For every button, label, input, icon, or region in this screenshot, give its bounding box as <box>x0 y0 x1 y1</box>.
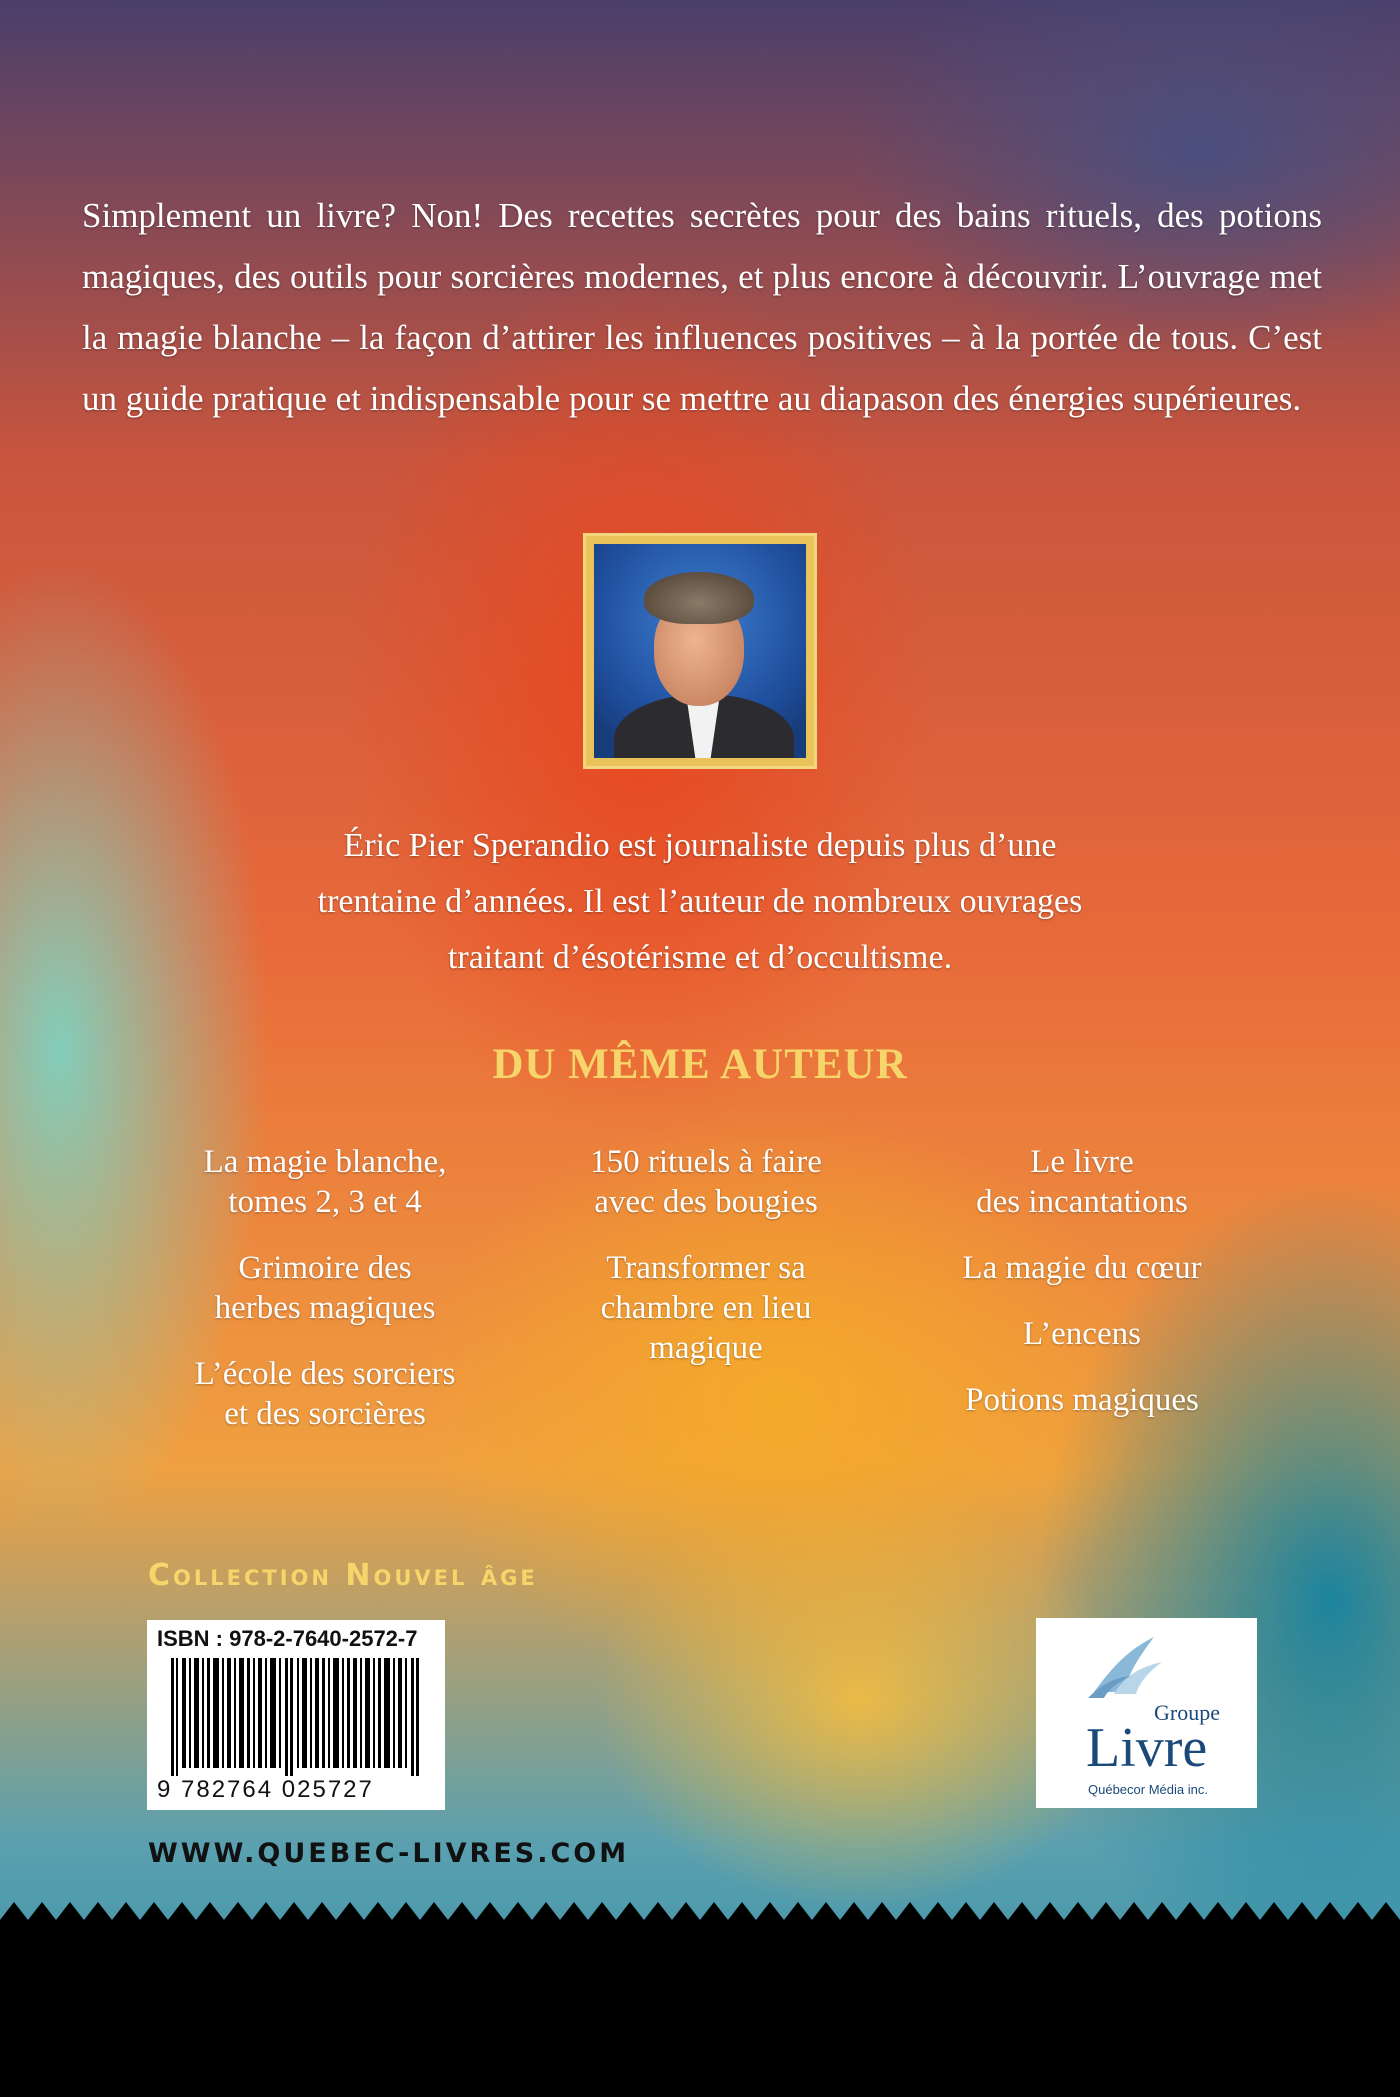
book-title: La magie du cœur <box>962 1250 1202 1286</box>
bio-line: traitant d’ésotérisme et d’occultisme. <box>447 939 953 976</box>
book-title: 150 rituels à faire avec des bougies <box>590 1144 822 1220</box>
publisher-livre: Livre <box>1086 1717 1208 1779</box>
book-title: Grimoire des herbes magiques <box>214 1250 436 1326</box>
same-author-heading: DU MÊME AUTEUR <box>492 1041 908 1088</box>
books-column-3 <box>892 1142 1272 1446</box>
blurb-paragraph: Simplement un livre? Non! Des recettes secrètes pour des bains rituels, des potions magiques, des outils pour sorcières modernes, et plus encore à découvrir. L’ouvrage met la magie blanche – la façon d’attirer les influences positives – à la portée de tous. C’est un guide pratique et indispensable pour se mettre au diapason des énergies supérieures. <box>82 196 1322 418</box>
book-title: Le livre des incantations <box>976 1144 1188 1220</box>
bottom-zigzag-band <box>0 1902 1400 2097</box>
book-title: L’école des sorciers et des sorcières <box>194 1356 456 1432</box>
publisher-groupe: Groupe <box>1154 1700 1220 1725</box>
bio-line: trentaine d’années. Il est l’auteur de nombreux ouvrages <box>317 883 1083 920</box>
book-title: Transformer sa chambre en lieu magique <box>600 1250 812 1366</box>
barcode-digits: 9 782764 025727 <box>157 1776 374 1803</box>
book-title: L’encens <box>1023 1316 1141 1352</box>
book-title: La magie blanche, tomes 2, 3 et 4 <box>203 1144 447 1220</box>
author-bio <box>170 818 1230 986</box>
author-portrait-image <box>594 544 806 758</box>
isbn-barcode-box <box>147 1620 445 1810</box>
bio-line: Éric Pier Sperandio est journaliste depuis plus d’une <box>343 827 1057 864</box>
bird-icon <box>1084 1632 1164 1702</box>
isbn-label: ISBN : 978-2-7640-2572-7 <box>157 1626 418 1651</box>
books-column-2 <box>516 1142 896 1394</box>
barcode-icon <box>157 1658 435 1776</box>
book-title: Potions magiques <box>965 1382 1199 1418</box>
website-url: WWW.QUEBEC-LIVRES.COM <box>148 1838 630 1869</box>
books-column-1 <box>135 1142 515 1460</box>
publisher-sub: Québecor Média inc. <box>1088 1782 1208 1797</box>
collection-label: Collection Nouvel âge <box>148 1558 538 1593</box>
author-photo <box>583 533 817 769</box>
publisher-logo <box>1036 1618 1257 1808</box>
